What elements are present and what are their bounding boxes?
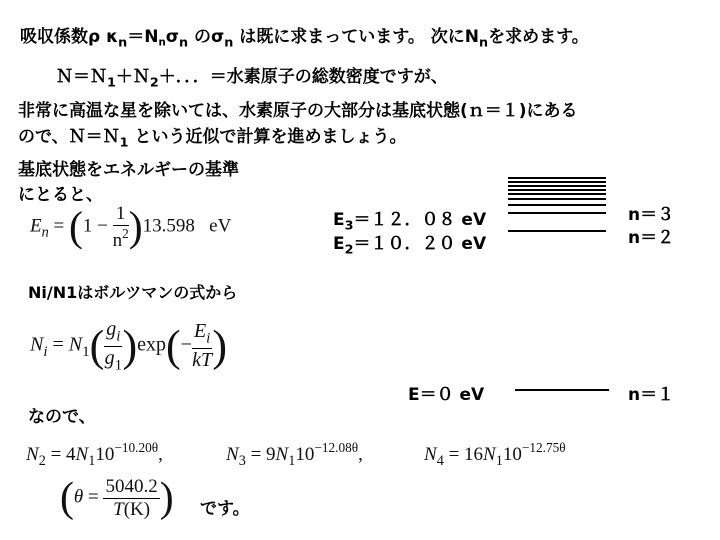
level-line bbox=[508, 181, 606, 183]
formula-symbol: E bbox=[30, 215, 42, 237]
fraction-den: $n^2$ bbox=[112, 225, 129, 251]
text-sub: n bbox=[479, 35, 489, 51]
n1-label: n＝１ bbox=[628, 385, 675, 405]
approximation-line bbox=[18, 122, 406, 150]
text-sub: n bbox=[158, 37, 166, 49]
text-seg: は既に求まっています。 次にN bbox=[233, 27, 480, 47]
level-line bbox=[508, 185, 606, 187]
text-seg: 吸収係数ρ κ bbox=[20, 27, 119, 47]
paren-left: ( bbox=[68, 204, 83, 251]
population-formula-n4: $N_4 = 16N_110^{-12.75\theta}$ bbox=[424, 440, 566, 469]
text-seg: ＝N bbox=[127, 27, 159, 47]
paren-right: ) bbox=[212, 321, 227, 371]
boltzmann-formula: $N_i = N_1$( $\frac{g_i}{g_1}$ )exp(− $\frac{E_i}{kT}$ ) bbox=[30, 318, 227, 373]
text-seg: のσ bbox=[188, 27, 225, 47]
therefore-text: なので、 bbox=[28, 407, 96, 427]
g-ratio-fraction: $\frac{g_i}{g_1}$ bbox=[104, 318, 123, 373]
text-sub: n bbox=[118, 35, 128, 51]
theta-fraction: $\frac{5040.2}{T(K)}$ bbox=[105, 475, 158, 520]
paren-left: ( bbox=[89, 321, 105, 371]
paren-right: ) bbox=[159, 475, 174, 521]
formula-unit: eV bbox=[209, 215, 232, 237]
fraction-num: 1 bbox=[113, 203, 129, 226]
text-sub: 1 bbox=[119, 135, 129, 151]
text-sub: 1 bbox=[107, 75, 116, 91]
level-line bbox=[508, 177, 606, 179]
paren-left: ( bbox=[166, 321, 181, 371]
text-seg: ので、Ｎ＝Ｎ bbox=[18, 127, 120, 147]
level-line-n1 bbox=[515, 389, 609, 391]
level-line-n3 bbox=[508, 212, 606, 214]
formula-one: 1 bbox=[82, 215, 93, 237]
energy-reference-line-1: 基底状態をエネルギーの基準 bbox=[18, 160, 239, 180]
formula-value: 13.598 bbox=[142, 215, 195, 237]
level-line-n2 bbox=[508, 230, 606, 232]
text-sub: 2 bbox=[149, 75, 159, 91]
text-seg: を求めます。 bbox=[488, 27, 589, 47]
absorption-intro-line bbox=[20, 22, 589, 50]
boltzmann-intro: Ni/N1はボルツマンの式から bbox=[28, 283, 238, 302]
population-formula-n2: $N_2 = 4N_110^{-10.20\theta}$, bbox=[26, 440, 163, 469]
text-seg: Ｎ＝Ｎ bbox=[56, 67, 107, 87]
level-line bbox=[508, 204, 606, 206]
formula-fraction bbox=[113, 203, 129, 252]
text-seg: という近似で計算を進めましょう。 bbox=[128, 127, 407, 147]
paren-right: ) bbox=[128, 204, 143, 251]
desu-text: です。 bbox=[200, 499, 250, 519]
text-sub: n bbox=[179, 35, 189, 51]
e2-label: $E_2=10$．２０ eV bbox=[333, 234, 487, 258]
energy-ratio-fraction: $\frac{E_i}{kT}$ bbox=[192, 320, 213, 371]
n3-label: n＝３ bbox=[628, 205, 675, 225]
e1-label: E＝０ eV bbox=[408, 385, 485, 405]
text-sub: n bbox=[224, 35, 234, 51]
ground-state-sentence: 非常に高温な星を除いては、水素原子の大部分は基底状態(ｎ＝１)にある bbox=[18, 101, 578, 121]
level-line bbox=[508, 198, 606, 200]
text-seg: ＋Ｎ bbox=[115, 67, 150, 87]
population-formula-n3: $N_3 = 9N_110^{-12.08\theta}$, bbox=[226, 440, 363, 469]
formula-sub: n bbox=[41, 224, 49, 241]
theta-formula: (θ = $\frac{5040.2}{T(K)}$ ) bbox=[60, 475, 174, 521]
energy-level-formula bbox=[30, 203, 231, 252]
paren-left: ( bbox=[60, 475, 74, 521]
e3-label: $E_3=12$．０８ eV bbox=[333, 210, 487, 234]
formula-eq: = bbox=[53, 215, 65, 237]
text-seg: σ bbox=[165, 27, 179, 47]
paren-right: ) bbox=[122, 321, 138, 371]
total-density-line bbox=[56, 62, 448, 90]
level-line bbox=[508, 193, 606, 195]
n2-label: n＝２ bbox=[628, 228, 675, 248]
level-line bbox=[508, 189, 606, 191]
energy-reference-line-2: にとると、 bbox=[18, 185, 103, 205]
formula-minus: − bbox=[97, 215, 108, 237]
text-seg: ＋．．．＝水素原子の総数密度ですが、 bbox=[158, 67, 448, 87]
